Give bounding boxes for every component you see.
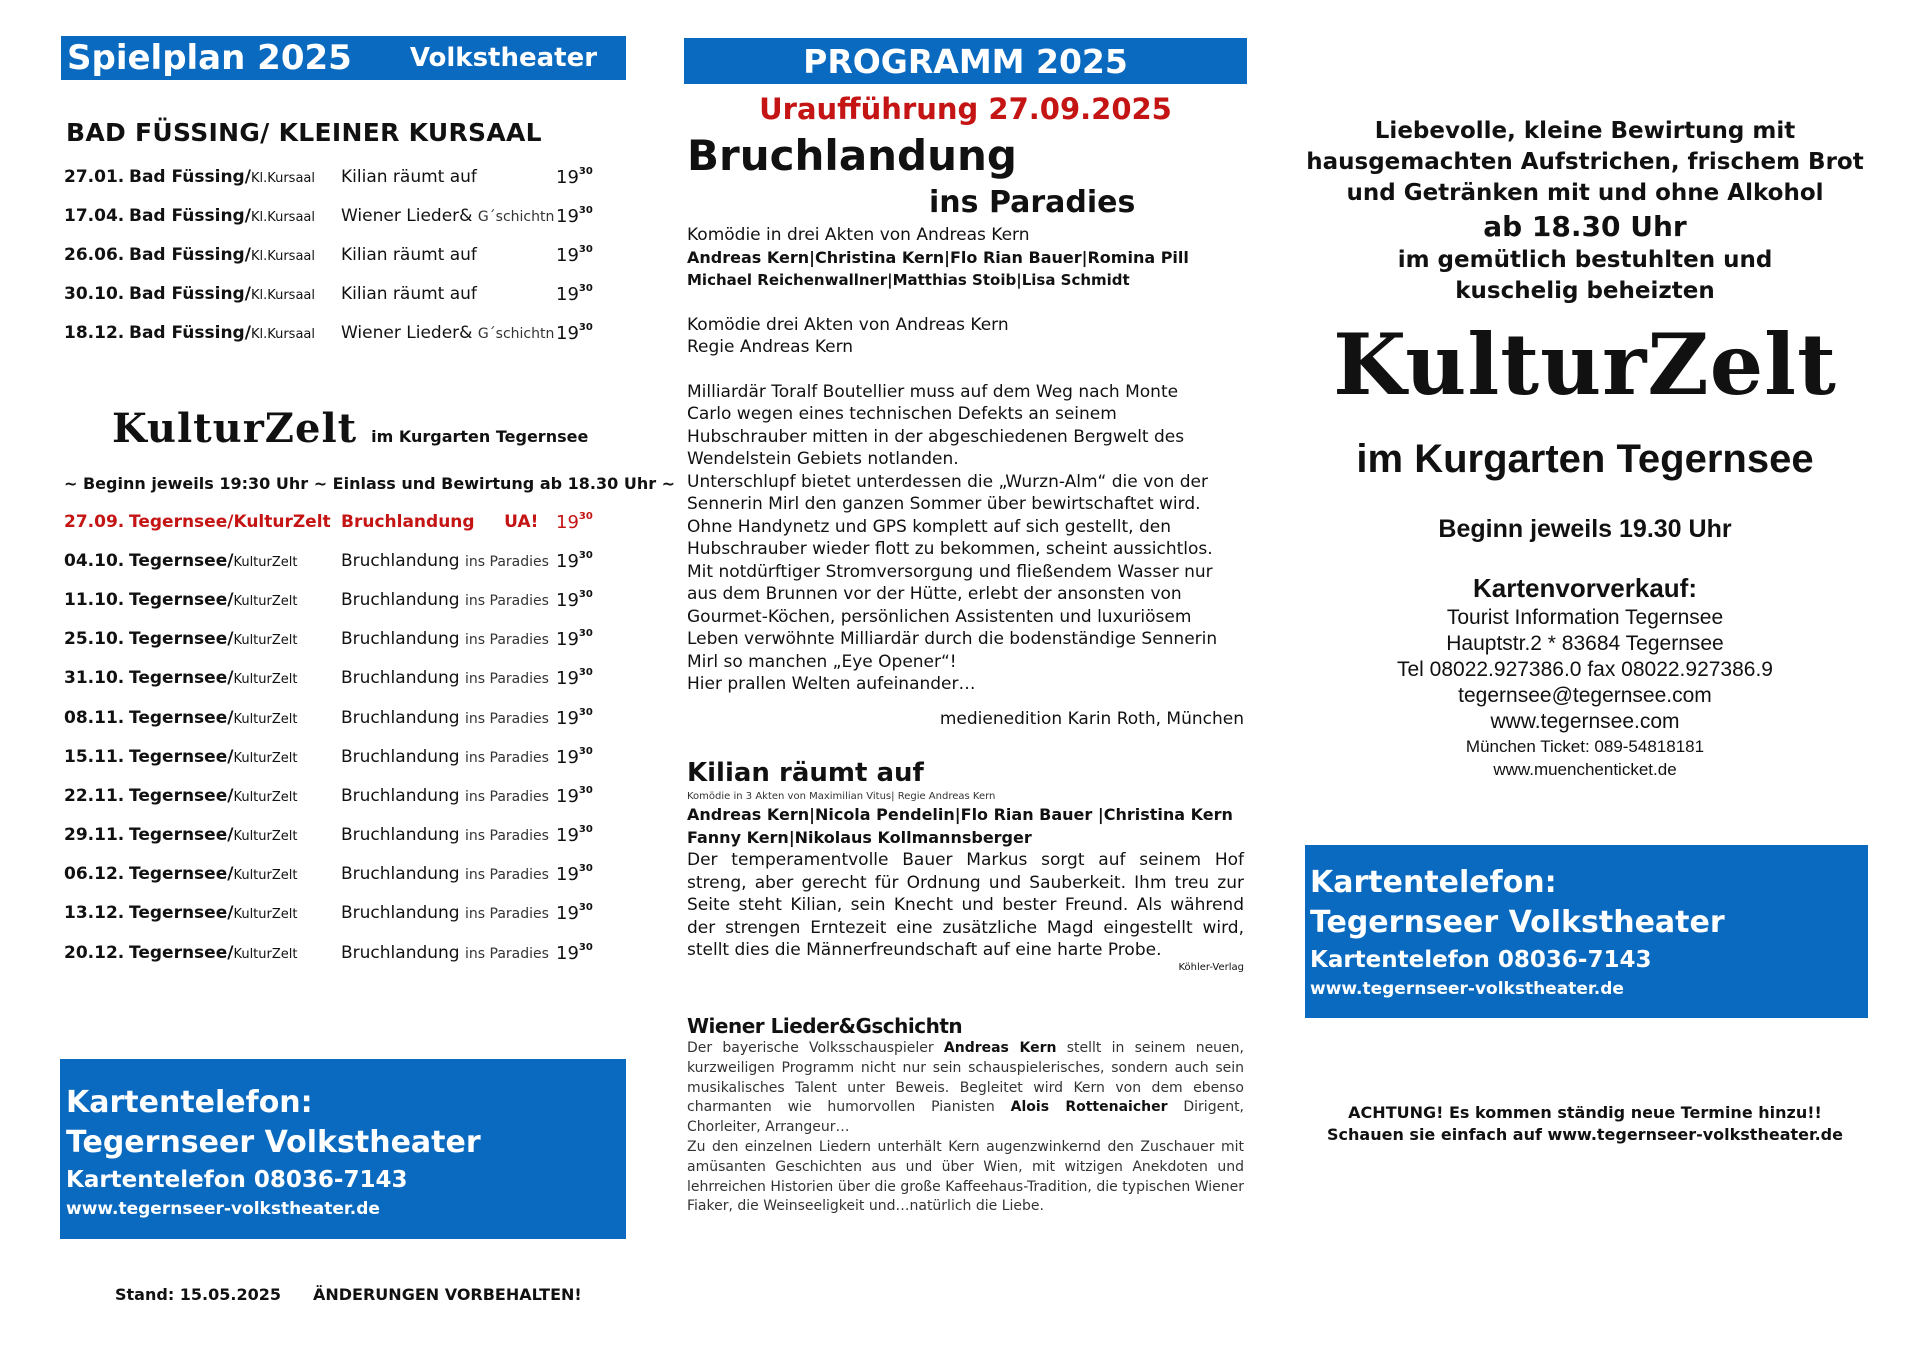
row-play: Bruchlandung ins Paradies [341, 864, 549, 885]
row-time: $19^{30}$ [556, 863, 593, 886]
bruchlandung-genre: Komödie in drei Akten von Andreas Kern [687, 225, 1030, 245]
row-play: Kilian räumt auf [341, 166, 477, 187]
schedule-row [64, 816, 604, 855]
catering-line-3: und Getränken mit und ohne Alkohol [1346, 180, 1824, 206]
beginn-time: Beginn jeweils 19.30 Uhr [1438, 515, 1732, 543]
schedule-row [64, 659, 604, 698]
schedule-row [64, 314, 604, 353]
row-date: 08.11. [64, 707, 125, 728]
bruchlandung-director: Regie Andreas Kern [687, 337, 854, 357]
kilian-title: Kilian räumt auf [687, 758, 924, 788]
row-play: Kilian räumt auf [341, 284, 477, 305]
wiener-title: Wiener Lieder&Gschichtn [687, 1014, 963, 1038]
row-place: Tegernsee/KulturZelt [129, 629, 298, 650]
story-line: Mit notdürftiger Stromversorgung und fließendem Wasser nur [687, 561, 1213, 582]
card-theater-name: Tegernseer Volkstheater [66, 1125, 481, 1160]
venue-title-bad-fuessing: BAD FÜSSING/ KLEINER KURSAAL [66, 118, 542, 147]
story-line: Mirl so manchen „Eye Opener“! [687, 651, 957, 672]
schedule-row [64, 933, 604, 972]
row-time: $19^{30}$ [556, 549, 593, 572]
row-place: Tegernsee/KulturZelt [129, 550, 298, 571]
presale-title: Kartenvorverkauf: [1473, 573, 1697, 603]
row-date: 27.09. [64, 511, 125, 532]
story-line: Leben verwöhnte Milliardär durch die bodenständige Sennerin [687, 629, 1218, 649]
bruchlandung-cast-1: Andreas Kern|Christina Kern|Flo Rian Bauer|Romina Pill [687, 247, 1189, 267]
catering-time: ab 18.30 Uhr [1483, 210, 1687, 243]
presale-address: Hauptstr.2 * 83684 Tegernsee [1446, 632, 1724, 655]
kilian-info [687, 804, 1244, 974]
kurgarten-location: im Kurgarten Tegernsee [1356, 437, 1814, 481]
row-place: Tegernsee/KulturZelt [129, 825, 298, 846]
row-play: Bruchlandung ins Paradies [341, 629, 549, 650]
catering-info [1305, 116, 1865, 307]
presale-email-link[interactable]: tegernsee@tegernsee.com [1458, 684, 1712, 707]
card-theater-name: Tegernseer Volkstheater [1310, 905, 1725, 940]
row-date: 27.01. [64, 166, 125, 187]
schedule-row [64, 196, 604, 235]
row-play: Wiener Lieder& G´schichtn [341, 323, 555, 344]
beginn-info-line: ~ Beginn jeweils 19:30 Uhr ~ Einlass und Bewirtung ab 18.30 Uhr ~ [64, 474, 676, 493]
row-place: Tegernsee/KulturZelt [129, 746, 298, 767]
row-play: Bruchlandung ins Paradies [341, 903, 549, 924]
row-play: Wiener Lieder& G´schichtn [341, 205, 555, 226]
presale-office: Tourist Information Tegernsee [1446, 606, 1724, 629]
story-line: Gourmet-Köchen, persönlichen Assistenten und luxuriösem [687, 606, 1192, 627]
row-play: Bruchlandung ins Paradies [341, 668, 549, 689]
row-time: $19^{30}$ [556, 165, 593, 188]
row-place: Tegernsee/KulturZelt [129, 864, 298, 885]
kilian-cast-2: Fanny Kern|Nikolaus Kollmannsberger [687, 827, 1032, 847]
row-place: Tegernsee/KulturZelt [129, 589, 298, 610]
row-date: 15.11. [64, 746, 125, 767]
row-time: $19^{30}$ [556, 283, 593, 306]
story-line: Hubschrauber mitten in der abgeschiedenen Bergwelt des [687, 426, 1185, 447]
kulturzelt-small-logo [112, 405, 588, 452]
card-website-link[interactable]: www.tegernseer-volkstheater.de [1310, 979, 1624, 999]
schedule-row [64, 737, 604, 776]
bruchlandung-story [687, 381, 1244, 696]
row-time: $19^{30}$ [556, 628, 593, 651]
wiener-paragraph-1: Der bayerische Volksschauspieler Andreas Kern stellt in seinem neuen, kurzweiligen Programm nicht nur sein schauspielerisches, sondern auch sein musikalisches Talent unter Beweis. Begleitet wird Kern von dem ebenso charmanten wie humorvollen Pianisten Alois Rottenaicher Dirigent, Chorleiter, Arrangeur… [687, 1040, 1245, 1136]
row-time: $19^{30}$ [556, 784, 593, 807]
schedule-row [64, 855, 604, 894]
row-date: 11.10. [64, 589, 125, 610]
spielplan-subtitle: Volkstheater [409, 43, 598, 73]
card-phone[interactable]: Kartentelefon 08036-7143 [1310, 947, 1652, 973]
presale-website-link[interactable]: www.tegernsee.com [1490, 710, 1680, 733]
spielplan-header [61, 36, 626, 80]
notice-line-1: ACHTUNG! Es kommen ständig neue Termine hinzu!! [1348, 1103, 1822, 1122]
schedule-row [64, 235, 604, 274]
schedule-row [64, 620, 604, 659]
row-time: $19^{30}$ [556, 510, 593, 533]
row-time: $19^{30}$ [556, 941, 593, 964]
kulturzelt-large-logo: KulturZelt [1333, 315, 1837, 414]
programm-header: PROGRAMM 2025 [684, 38, 1247, 84]
kilian-publisher: Köhler-Verlag [1178, 961, 1244, 973]
catering-line-5: im gemütlich bestuhlten und [1397, 247, 1773, 273]
row-play: Bruchlandung UA! [341, 511, 539, 532]
ticket-card-right [1305, 845, 1868, 1018]
row-time: $19^{30}$ [556, 588, 593, 611]
row-time: $19^{30}$ [556, 243, 593, 266]
row-play: Bruchlandung ins Paradies [341, 825, 549, 846]
row-time: $19^{30}$ [556, 824, 593, 847]
story-line: Carlo wegen eines technischen Defekts an seinem [687, 404, 1117, 424]
catering-line-6: kuschelig beheizten [1455, 278, 1715, 304]
row-play: Bruchlandung ins Paradies [341, 550, 549, 571]
row-play: Bruchlandung ins Paradies [341, 589, 549, 610]
row-place: Bad Füssing/Kl.Kursaal [129, 205, 315, 226]
row-place: Tegernsee/KulturZelt [129, 511, 331, 532]
schedule-row [64, 275, 604, 314]
schedule-row [64, 502, 604, 541]
story-line: Ohne Handynetz und GPS komplett auf sich gestellt, den [687, 516, 1171, 537]
bruchlandung-publisher: medienedition Karin Roth, München [939, 708, 1244, 729]
row-play: Bruchlandung ins Paradies [341, 746, 549, 767]
row-date: 26.06. [64, 244, 125, 265]
bruchlandung-genre-2: Komödie drei Akten von Andreas Kern [687, 314, 1009, 335]
kulturzelt-location: im Kurgarten Tegernsee [371, 427, 589, 446]
story-line: Unterschlupf bietet unterdessen die „Wurzn-Alm“ die von der [687, 471, 1209, 492]
row-date: 29.11. [64, 825, 125, 846]
schedule-row [64, 698, 604, 737]
row-date: 25.10. [64, 629, 125, 650]
story-line: Hubschrauber wieder flott zu bekommen, scheint aussichtlos. [687, 539, 1213, 559]
row-date: 06.12. [64, 864, 125, 885]
row-place: Bad Füssing/Kl.Kursaal [129, 284, 315, 305]
row-place: Bad Füssing/Kl.Kursaal [129, 244, 315, 265]
presale-info [1305, 605, 1865, 781]
card-heading: Kartentelefon: [66, 1085, 313, 1120]
schedule-row [64, 580, 604, 619]
card-phone[interactable]: Kartentelefon 08036-7143 [66, 1167, 408, 1193]
wiener-description [687, 1039, 1244, 1217]
catering-line-1: Liebevolle, kleine Bewirtung mit [1374, 118, 1796, 144]
row-date: 17.04. [64, 205, 125, 226]
row-time: $19^{30}$ [556, 902, 593, 925]
story-line: Milliardär Toralf Boutellier muss auf dem Weg nach Monte [687, 381, 1179, 402]
wiener-paragraph-2: Zu den einzelnen Liedern unterhält Kern augenzwinkernd den Zuschauer mit amüsanten Geschichten aus und über Wien, mit witzigen Anekdoten und lehrreichen Historien über die große Kaffeehaus-Tradition, die typischen Wiener Fiaker, die Weinseeligkeit und…natürlich die Liebe. [687, 1138, 1244, 1215]
row-time: $19^{30}$ [556, 706, 593, 729]
row-place: Tegernsee/KulturZelt [129, 903, 298, 924]
row-date: 31.10. [64, 668, 125, 689]
stand-date: Stand: 15.05.2025 [115, 1285, 281, 1304]
row-play: Bruchlandung ins Paradies [341, 707, 549, 728]
row-place: Tegernsee/KulturZelt [129, 785, 298, 806]
muenchen-ticket-phone[interactable]: München Ticket: 089-54818181 [1465, 737, 1705, 756]
schedule-row [64, 541, 604, 580]
row-place: Tegernsee/KulturZelt [129, 942, 298, 963]
row-time: $19^{30}$ [556, 667, 593, 690]
row-play: Kilian räumt auf [341, 244, 477, 265]
row-place: Bad Füssing/Kl.Kursaal [129, 166, 315, 187]
row-time: $19^{30}$ [556, 745, 593, 768]
row-play: Bruchlandung ins Paradies [341, 942, 549, 963]
notice-line-2: Schauen sie einfach auf www.tegernseer-volkstheater.de [1327, 1125, 1843, 1144]
catering-line-2: hausgemachten Aufstrichen, frischem Brot [1306, 149, 1864, 175]
kulturzelt-logo-text: KulturZelt [112, 405, 358, 452]
bruchlandung-subtitle: ins Paradies [929, 185, 1136, 220]
row-time: $19^{30}$ [556, 322, 593, 345]
kilian-description: Der temperamentvolle Bauer Markus sorgt auf seinem Hof streng, aber gerecht für Ordnung und Sauberkeit. Ihm treu zur Seite steht Kilian, sein Knecht und bester Freund. Als während der strengen Erntezeit eine zusätzliche Magd eingestellt wird, stellt dies die Männerfreundschaft auf eine harte Probe. [687, 850, 1244, 960]
kilian-cast-1: Andreas Kern|Nicola Pendelin|Flo Rian Bauer |Christina Kern [687, 805, 1233, 824]
row-place: Bad Füssing/Kl.Kursaal [129, 323, 315, 344]
new-dates-notice [1305, 1102, 1865, 1146]
row-date: 22.11. [64, 785, 125, 806]
story-line: aus dem Brunnen vor der Hütte, erlebt der ansonsten von [687, 584, 1182, 604]
schedule-tegernsee [64, 502, 604, 972]
schedule-row [64, 157, 604, 196]
row-date: 20.12. [64, 942, 125, 963]
row-date: 30.10. [64, 284, 125, 305]
spielplan-title: Spielplan 2025 [67, 38, 352, 78]
row-date: 18.12. [64, 323, 125, 344]
row-place: Tegernsee/KulturZelt [129, 668, 298, 689]
row-date: 13.12. [64, 903, 125, 924]
row-time: $19^{30}$ [556, 204, 593, 227]
schedule-row [64, 894, 604, 933]
bruchlandung-info [687, 224, 1244, 730]
bruchlandung-cast-2: Michael Reichenwallner|Matthias Stoib|Lisa Schmidt [687, 271, 1130, 289]
kilian-credits: Komödie in 3 Akten von Maximilian Vitus| Regie Andreas Kern [687, 791, 996, 802]
schedule-row [64, 776, 604, 815]
story-line: Hier prallen Welten aufeinander… [687, 674, 976, 694]
row-play: Bruchlandung ins Paradies [341, 785, 549, 806]
row-place: Tegernsee/KulturZelt [129, 707, 298, 728]
card-heading: Kartentelefon: [1310, 865, 1557, 900]
schedule-bad-fuessing [64, 157, 604, 353]
card-website-link[interactable]: www.tegernseer-volkstheater.de [66, 1199, 380, 1219]
changes-reserved-note: ÄNDERUNGEN VORBEHALTEN! [313, 1285, 582, 1304]
story-line: Sennerin Mirl den ganzen Sommer über bewirtschaftet wird. [687, 494, 1201, 514]
muenchen-ticket-link[interactable]: www.muenchenticket.de [1493, 760, 1677, 779]
bruchlandung-title: Bruchlandung [687, 131, 1017, 180]
premiere-date: Uraufführung 27.09.2025 [759, 92, 1172, 126]
row-date: 04.10. [64, 550, 125, 571]
ticket-card-left [60, 1059, 626, 1239]
story-line: Wendelstein Gebiets notlanden. [687, 449, 959, 469]
presale-phone[interactable]: Tel 08022.927386.0 fax 08022.927386.9 [1396, 658, 1773, 681]
